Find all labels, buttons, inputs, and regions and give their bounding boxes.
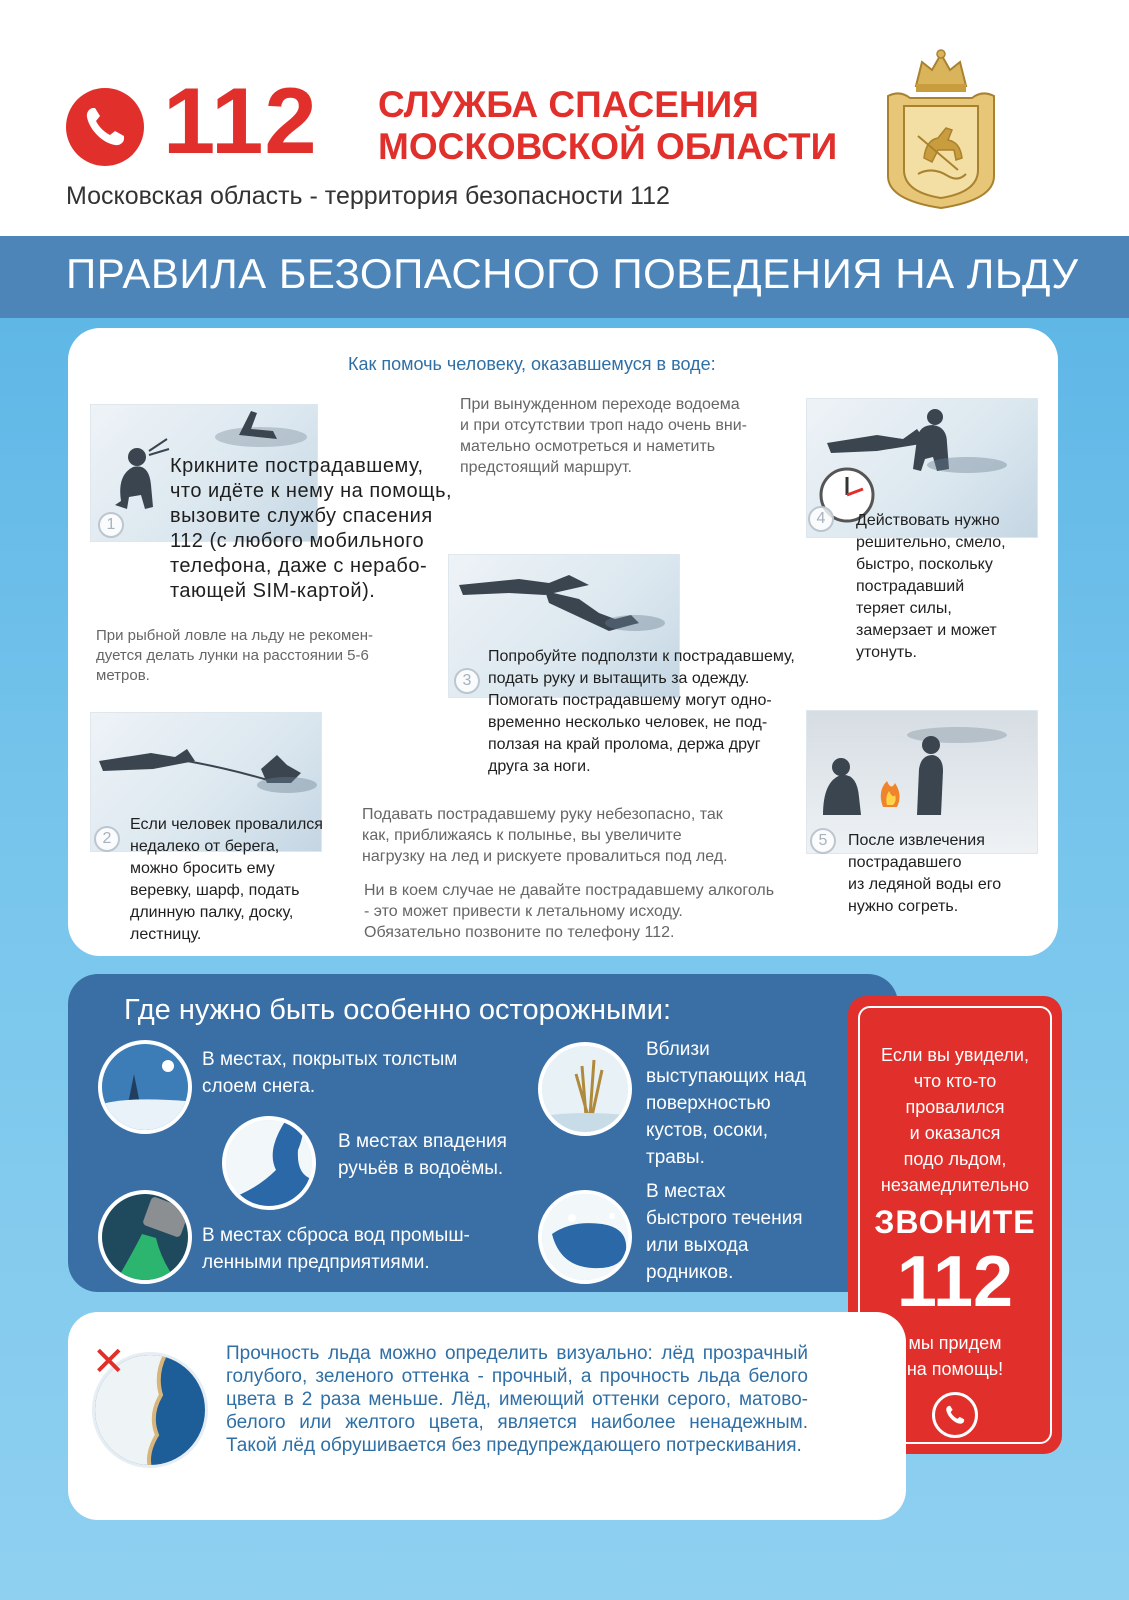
danger-snow-text	[202, 1046, 457, 1100]
reeds-image	[538, 1042, 632, 1136]
text-line: друга за ноги.	[488, 758, 591, 775]
text-line: телефона, даже с нерабо-	[170, 555, 428, 577]
service-title	[378, 84, 837, 168]
text-line: мы придем	[908, 1333, 1002, 1353]
text-line: ручьёв в водоёмы.	[338, 1158, 504, 1179]
text-line: подать руку и вытащить за одежду.	[488, 670, 750, 687]
text-line: или выхода	[646, 1235, 749, 1256]
text-line: В местах сброса вод промыш-	[202, 1225, 470, 1246]
text-line: - это может привести к летальному исходу.	[364, 903, 683, 920]
step-5-number: 5	[810, 828, 836, 854]
danger-streams-text	[338, 1128, 507, 1182]
text-line: быстро, поскольку	[856, 556, 993, 573]
discharge-image	[98, 1190, 192, 1284]
text-line: из ледяной воды его	[848, 876, 1002, 893]
text-line: Попробуйте подползти к пострадавшему,	[488, 648, 795, 665]
text-line: незамедлительно	[880, 1175, 1030, 1195]
header	[0, 0, 1129, 236]
cross-icon: ✕	[92, 1340, 126, 1384]
text-line: Ни в коем случае не давайте пострадавшему алкоголь	[364, 882, 775, 899]
help-heading: Как помочь человеку, оказавшемуся в воде:	[348, 354, 716, 374]
ice-strength-text: Прочность льда можно определить визуально: лёд прозрачный голубого, зеленого оттенка - прочный, а прочность льда белого цвета в 2 раза меньше. Лёд, имеющий оттенки серого, матово-белого или желтого цвета, является наиболее ненадежным. Такой лёд обрушивается без предупреждающего потрескивания.	[226, 1343, 808, 1456]
step-2-text	[130, 814, 323, 946]
text-line: В местах	[646, 1181, 726, 1202]
text-line: кустов, осоки,	[646, 1120, 769, 1141]
call-box-intro	[858, 1042, 1052, 1198]
text-line: как, приближаясь к полынье, вы увеличите	[362, 827, 682, 844]
text-line: Если вы увидели,	[881, 1045, 1029, 1065]
text-line: поверхностью	[646, 1093, 771, 1114]
text-line: ползая на край пролома, держа друг	[488, 736, 761, 753]
step-4-number: 4	[808, 506, 834, 532]
step-1-number: 1	[98, 512, 124, 538]
text-line: При вынужденном переходе водоема	[460, 396, 740, 413]
text-line: При рыбной ловле на льду не рекомен-	[96, 627, 373, 644]
danger-bushes-text	[646, 1036, 806, 1171]
title-band	[0, 236, 1129, 318]
phone-icon	[66, 88, 144, 166]
text-line: Подавать пострадавшему руку небезопасно, так	[362, 806, 723, 823]
text-line: утонуть.	[856, 644, 917, 661]
text-line: нагрузку на лед и рискуете провалиться под лед.	[362, 848, 728, 865]
text-line: быстрого течения	[646, 1208, 803, 1229]
text-line: В местах, покрытых толстым	[202, 1049, 458, 1070]
page-title: ПРАВИЛА БЕЗОПАСНОГО ПОВЕДЕНИЯ НА ЛЬДУ	[66, 250, 1079, 297]
text-line: нужно согреть.	[848, 898, 959, 915]
step-5-text	[848, 830, 1001, 918]
service-title-line: СЛУЖБА СПАСЕНИЯ	[378, 84, 759, 125]
text-line: Если человек провалился	[130, 816, 323, 833]
danger-title: Где нужно быть особенно осторожными:	[124, 994, 672, 1026]
step-3-text	[488, 646, 842, 778]
text-line: Помогать пострадавшему могут одно-	[488, 692, 772, 709]
text-line: веревку, шарф, подать	[130, 882, 300, 899]
text-line: можно бросить ему	[130, 860, 275, 877]
text-line: подо льдом,	[903, 1149, 1007, 1169]
text-line: недалеко от берега,	[130, 838, 280, 855]
step-2-number: 2	[94, 826, 120, 852]
danger-currents-text	[646, 1178, 803, 1286]
text-line: лестницу.	[130, 926, 202, 943]
call-label: ЗВОНИТЕ	[874, 1204, 1036, 1240]
text-line: пострадавшего	[848, 854, 962, 871]
fishing-note	[96, 626, 373, 686]
danger-discharge-text	[202, 1222, 470, 1276]
text-line: пострадавший	[856, 578, 965, 595]
text-line: решительно, смело,	[856, 534, 1006, 551]
text-line: травы.	[646, 1147, 705, 1168]
stream-image	[222, 1116, 316, 1210]
text-line: на помощь!	[906, 1359, 1004, 1379]
crossing-note	[460, 394, 747, 478]
text-line: вызовите службу спасения	[170, 505, 433, 527]
text-line: замерзает и может	[856, 622, 997, 639]
text-line: родников.	[646, 1262, 734, 1283]
tagline: Московская область - территория безопасности 112	[66, 182, 670, 210]
text-line: ленными предприятиями.	[202, 1252, 430, 1273]
text-line: что кто-то	[913, 1071, 997, 1091]
text-line: длинную палку, доску,	[130, 904, 294, 921]
text-line: мательно осмотреться и наметить	[460, 438, 716, 455]
phone-icon	[932, 1392, 978, 1438]
text-line: Крикните пострадавшему,	[170, 455, 424, 477]
text-line: что идёте к нему на помощь,	[170, 480, 453, 502]
coat-of-arms	[882, 46, 1000, 212]
call-number: 112	[896, 1242, 1014, 1322]
text-line: Обязательно позвоните по телефону 112.	[364, 924, 675, 941]
text-line: и оказался	[909, 1123, 1001, 1143]
header-number: 112	[163, 68, 318, 173]
hand-note	[362, 804, 728, 867]
text-line: Вблизи	[646, 1039, 710, 1060]
text-line: временно несколько человек, не под-	[488, 714, 768, 731]
text-line: и при отсутствии троп надо очень вни-	[460, 417, 747, 434]
currents-image	[538, 1190, 632, 1284]
snow-image	[98, 1040, 192, 1134]
text-line: метров.	[96, 667, 150, 684]
service-title-line: МОСКОВСКОЙ ОБЛАСТИ	[378, 126, 838, 167]
text-line: тающей SIM-картой).	[170, 580, 376, 602]
text-line: провалился	[905, 1097, 1005, 1117]
step-1-text	[170, 454, 452, 604]
text-line: В местах впадения	[338, 1131, 507, 1152]
step-4-text	[856, 510, 1006, 664]
text-line: теряет силы,	[856, 600, 952, 617]
text-line: выступающих над	[646, 1066, 806, 1087]
text-line: дуется делать лунки на расстоянии 5-6	[96, 647, 369, 664]
text-line: слоем снега.	[202, 1076, 316, 1097]
text-line: 112 (с любого мобильного	[170, 530, 425, 552]
text-line: предстоящий маршрут.	[460, 459, 632, 476]
step-3-number: 3	[454, 668, 480, 694]
text-line: Действовать нужно	[856, 512, 1000, 529]
alcohol-note	[364, 880, 774, 943]
text-line: После извлечения	[848, 832, 985, 849]
